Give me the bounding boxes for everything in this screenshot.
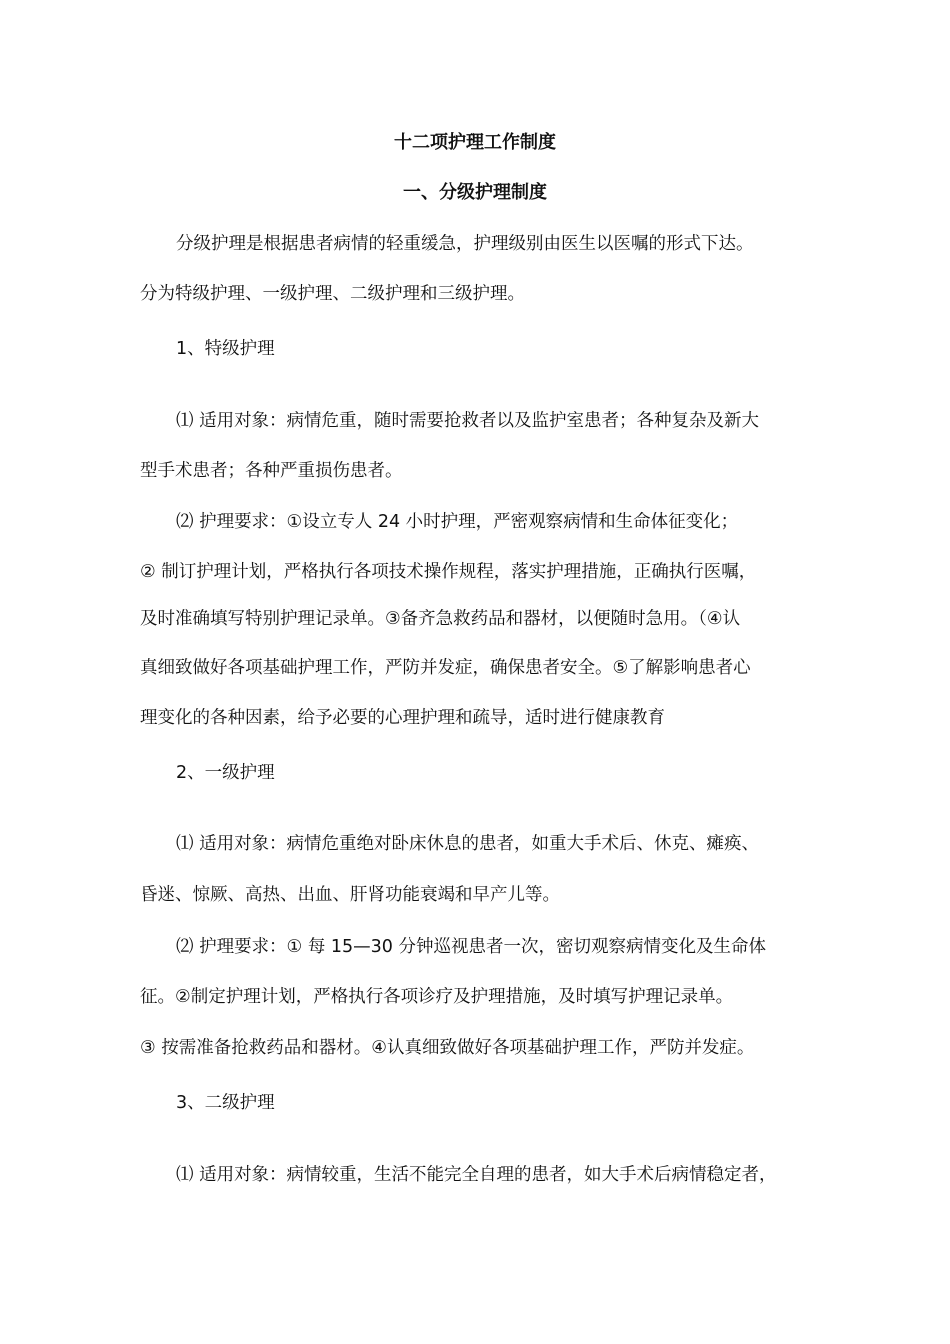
first-target-line-1: ⑴ 适用对象：病情危重绝对卧床休息的患者，如重大手术后、休克、瘫痪、: [176, 834, 760, 854]
first-req-line-1: ⑵ 护理要求：① 每 15—30 分钟巡视患者一次，密切观察病情变化及生命体: [176, 937, 766, 957]
special-req-line-1: ⑵ 护理要求：①设立专人 24 小时护理，严密观察病情和生命体征变化；: [176, 512, 739, 532]
special-req-line-4: 真细致做好各项基础护理工作，严防并发症，确保患者安全。⑤了解影响患者心: [140, 658, 751, 678]
first-target-line-2: 昏迷、惊厥、高热、出血、肝肾功能衰竭和早产儿等。: [140, 885, 560, 905]
second-target-line-1: ⑴ 适用对象：病情较重，生活不能完全自理的患者，如大手术后病情稳定者，: [176, 1165, 777, 1185]
intro-line-1: 分级护理是根据患者病情的轻重缓急，护理级别由医生以医嘱的形式下达。: [176, 234, 754, 254]
document-title: 十二项护理工作制度: [394, 132, 556, 153]
special-req-line-2: ② 制订护理计划，严格执行各项技术操作规程，落实护理措施，正确执行医嘱，: [140, 562, 757, 582]
special-target-line-2: 型手术患者；各种严重损伤患者。: [140, 461, 403, 481]
special-req-line-5: 理变化的各种因素，给予必要的心理护理和疏导，适时进行健康教育: [140, 708, 665, 728]
section-title: 一、分级护理制度: [403, 182, 547, 203]
special-care-heading: 1、特级护理: [176, 339, 275, 359]
first-req-line-3: ③ 按需准备抢救药品和器材。④认真细致做好各项基础护理工作，严防并发症。: [140, 1038, 755, 1058]
special-req-line-3: 及时准确填写特别护理记录单。③备齐急救药品和器材，以便随时急用。（④认: [140, 609, 741, 629]
special-target-line-1: ⑴ 适用对象：病情危重，随时需要抢救者以及监护室患者；各种复杂及新大: [176, 411, 760, 431]
first-care-heading: 2、一级护理: [176, 763, 275, 783]
intro-line-2: 分为特级护理、一级护理、二级护理和三级护理。: [140, 284, 525, 304]
second-care-heading: 3、二级护理: [176, 1093, 275, 1113]
first-req-line-2: 征。②制定护理计划，严格执行各项诊疗及护理措施，及时填写护理记录单。: [140, 987, 734, 1007]
